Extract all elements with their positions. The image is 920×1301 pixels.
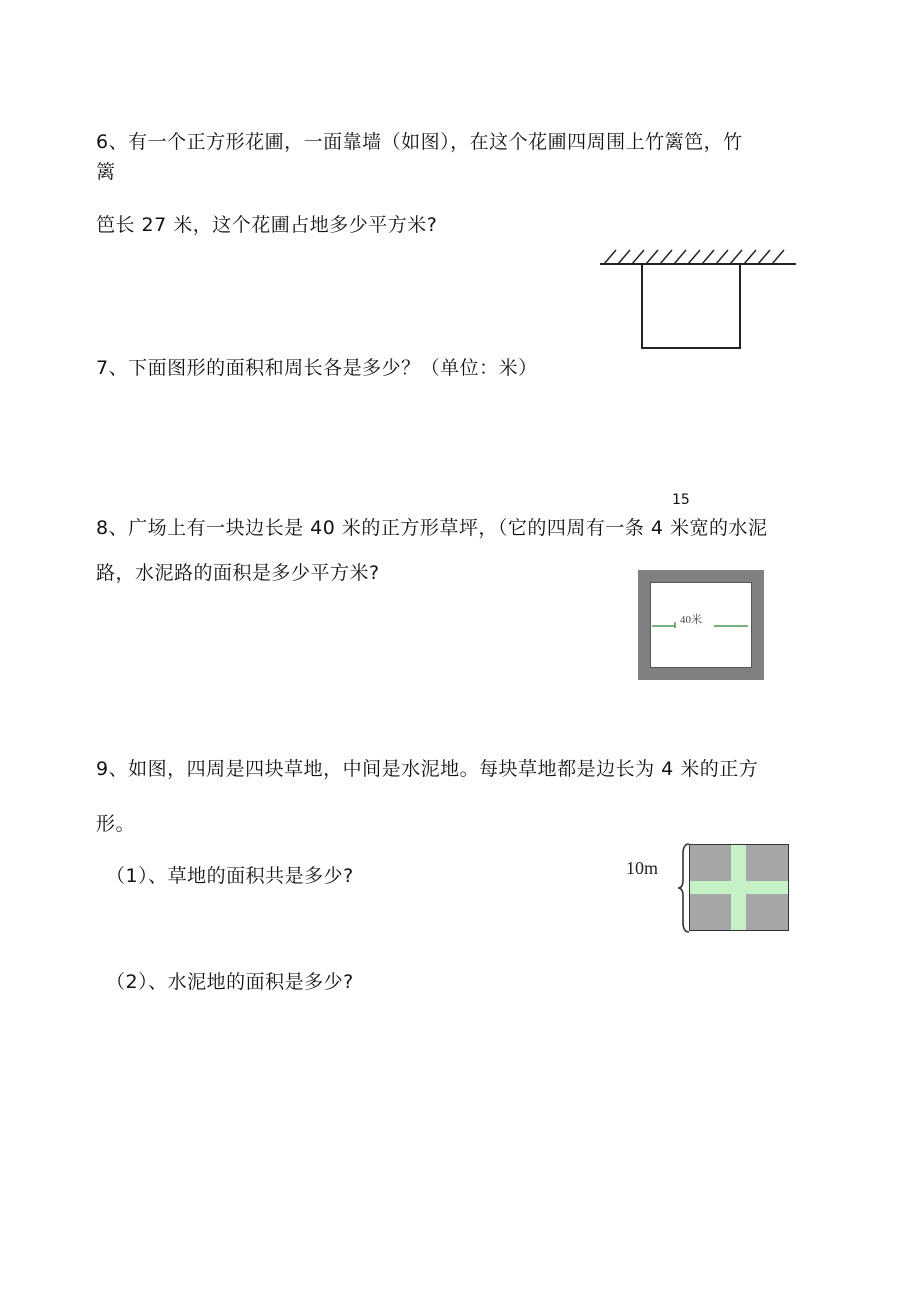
q9-sub1: （1）、草地的面积共是多少? <box>106 865 354 887</box>
q6-line2: 笆长 27 米，这个花圃占地多少平方米? <box>96 214 438 236</box>
q9-line1: 9、如图，四周是四块草地，中间是水泥地。每块草地都是边长为 4 米的正方 <box>96 758 759 780</box>
q9-figure-label: 10m <box>626 858 659 878</box>
q7-line1: 7、下面图形的面积和周长各是多少？（单位：米） <box>96 357 538 379</box>
q9-line2: 形。 <box>96 813 136 835</box>
q6-line1-wrap: 篱 <box>96 161 116 183</box>
q8-line1: 8、广场上有一块边长是 40 米的正方形草坪，（它的四周有一条 4 米宽的水泥 <box>96 517 768 539</box>
q8-lawn-figure <box>638 570 764 680</box>
q6-line1: 6、有一个正方形花圃，一面靠墙（如图），在这个花圃四周围上竹篱笆，竹 <box>96 131 743 153</box>
q9-cement-path-horizontal <box>690 881 788 894</box>
q8-line2: 路，水泥路的面积是多少平方米? <box>96 562 380 584</box>
q6-wall-garden-figure <box>598 246 798 354</box>
q7-figure-label: 15 <box>672 492 690 508</box>
q9-garden-figure <box>689 844 789 931</box>
q8-figure-label: 40米 <box>680 614 702 626</box>
q9-sub2: （2）、水泥地的面积是多少? <box>106 971 354 993</box>
